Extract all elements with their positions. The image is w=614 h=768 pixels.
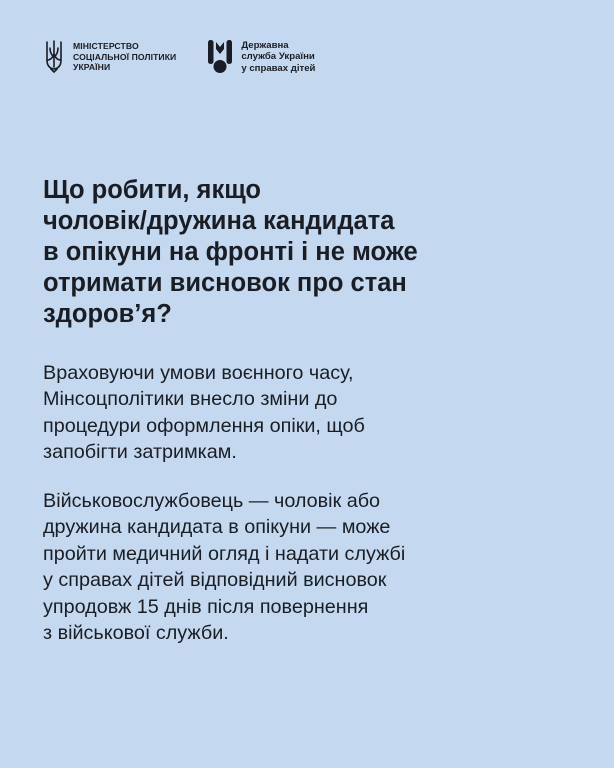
title-line: в опікуни на фронті і не може <box>43 238 418 266</box>
paragraph-line: процедури оформлення опіки, щоб <box>43 414 365 437</box>
service-name-line: служба України <box>241 51 315 63</box>
paragraph-line: Військовослужбовець — чоловік або <box>43 490 381 512</box>
ministry-logo <box>44 40 176 73</box>
title-line: отримати висновок про стан <box>43 269 407 297</box>
ministry-name-line: МІНІСТЕРСТВО <box>73 41 139 52</box>
paragraph-line: Враховуючи умови воєнного часу, <box>43 362 354 384</box>
paragraph-line: з військової служби. <box>43 622 229 645</box>
paragraph-line: у справах дітей відповідний висновок <box>43 569 387 592</box>
paragraph-line: упродовж 15 днів після повернення <box>43 595 369 618</box>
ministry-name-line: СОЦІАЛЬНОЇ ПОЛІТИКИ <box>73 51 177 62</box>
paragraph-line: Мінсоцполітики внесло зміни до <box>43 388 338 411</box>
paragraph-line: пройти медичний огляд і надати службі <box>43 542 406 565</box>
ministry-name <box>73 41 176 72</box>
page-title <box>43 175 583 330</box>
service-name-line: Державна <box>241 40 289 51</box>
service-name <box>241 40 315 74</box>
ministry-name-line: УКРАЇНИ <box>73 62 111 73</box>
header-logos <box>44 40 315 74</box>
child-service-logo-icon <box>208 40 232 73</box>
title-line: чоловік/дружина кандидата <box>43 207 395 235</box>
title-line: Що робити, якщо <box>43 176 261 204</box>
rule-paragraph <box>43 488 583 646</box>
title-line: здоров’я? <box>43 300 172 328</box>
intro-paragraph <box>43 360 583 466</box>
trident-emblem-icon <box>44 40 64 73</box>
service-name-line: у справах дітей <box>241 62 316 74</box>
paragraph-line: запобігти затримкам. <box>43 441 237 464</box>
paragraph-line: дружина кандидата в опікуни — може <box>43 516 391 539</box>
child-service-logo <box>208 40 315 74</box>
